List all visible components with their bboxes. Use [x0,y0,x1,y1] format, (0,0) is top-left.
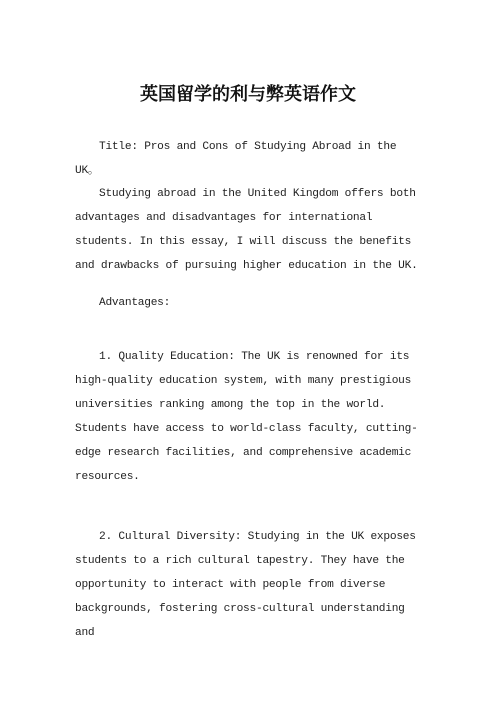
advantage-point-quality-education: 1. Quality Education: The UK is renowned for its high-quality education system, with many prestigious universities ranking among the top in the world. Students have access to world-class faculty, cutting-edge research facilities, and comprehensive academic resources. [75,351,418,483]
intro-paragraph: Studying abroad in the United Kingdom offers both advantages and disadvantages for international students. In this essay, I will discuss the benefits and drawbacks of pursuing higher education in the UK. [75,188,418,272]
essay-title-line: Title: Pros and Cons of Studying Abroad in the UK。 [75,141,397,177]
document-heading: 英国留学的利与弊英语作文 [140,84,356,105]
advantages-heading: Advantages: [99,297,171,309]
advantage-point-cultural-diversity: 2. Cultural Diversity: Studying in the UK exposes students to a rich cultural tapestry. They have the opportunity to interact with people from diverse backgrounds, fostering cross-cultural understanding and [75,531,416,639]
